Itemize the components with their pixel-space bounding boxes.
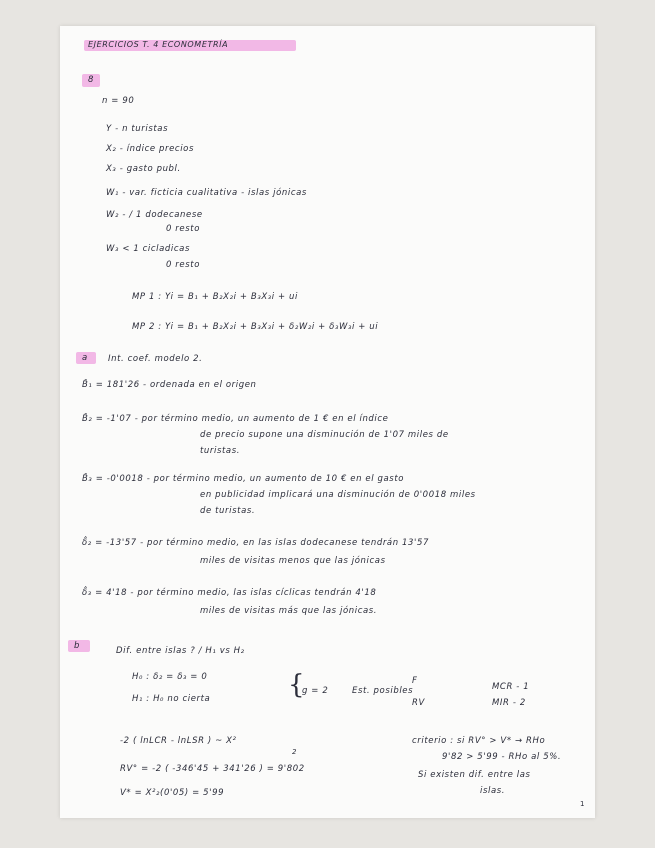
coef-b2-line2: de precio supone una disminución de 1'07 miles de bbox=[200, 430, 449, 440]
restrictions-g: g = 2 bbox=[302, 686, 329, 696]
conclusion-line2: islas. bbox=[480, 786, 506, 796]
conclusion-line1: Si existen dif. entre las bbox=[418, 770, 531, 780]
model-1: MP 1 : Yi = B₁ + B₂X₂i + B₃X₃i + ui bbox=[132, 292, 298, 302]
lr-statistic: -2 ( lnLCR - lnLSR ) ~ X² bbox=[120, 736, 237, 746]
page-number: 1 bbox=[580, 800, 585, 808]
coef-b3-line2: en publicidad implicará una disminución de 0'0018 miles bbox=[200, 490, 476, 500]
criterion-line1: criterio : si RV° > V* → RHo bbox=[412, 736, 546, 746]
model-mcr: MCR - 1 bbox=[492, 682, 530, 692]
coef-b1: B̂₁ = 181'26 - ordenada en el origen bbox=[82, 380, 257, 390]
var-x2: X₂ - índice precios bbox=[106, 144, 194, 154]
section-b-label: b bbox=[74, 641, 80, 651]
question-number: 8 bbox=[88, 75, 95, 85]
stat-f: F bbox=[412, 676, 418, 686]
lr-df: 2 bbox=[292, 748, 298, 756]
coef-b3-line3: de turistas. bbox=[200, 506, 256, 516]
model-mir: MIR - 2 bbox=[492, 698, 526, 708]
section-a-label: a bbox=[82, 353, 88, 363]
coef-d2-line1: δ̂₂ = -13'57 - por término medio, en las islas dodecanese tendrán 13'57 bbox=[82, 538, 429, 548]
section-a-heading: Int. coef. modelo 2. bbox=[108, 354, 203, 364]
section-b-heading: Dif. entre islas ? / H₁ vs H₂ bbox=[116, 646, 245, 656]
criterion-line2: 9'82 > 5'99 - RHo al 5%. bbox=[442, 752, 562, 762]
coef-d3-line2: miles de visitas más que las jónicas. bbox=[200, 606, 378, 616]
coef-b2-line3: turistas. bbox=[200, 446, 241, 456]
rv-value: RV° = -2 ( -346'45 + 341'26 ) = 9'802 bbox=[120, 764, 305, 774]
hypothesis-h1: H₁ : H₀ no cierta bbox=[132, 694, 211, 704]
hypothesis-h0: H₀ : δ₂ = δ₃ = 0 bbox=[132, 672, 208, 682]
coef-d3-line1: δ̂₃ = 4'18 - por término medio, las islas cíclicas tendrán 4'18 bbox=[82, 588, 377, 598]
notebook-page bbox=[60, 26, 595, 818]
var-w2-resto: 0 resto bbox=[166, 224, 200, 234]
coef-b3-line1: B̂₃ = -0'0018 - por término medio, un aumento de 10 € en el gasto bbox=[82, 474, 405, 484]
sample-size: n = 90 bbox=[102, 96, 135, 106]
page-title: EJERCICIOS T. 4 ECONOMETRÍA bbox=[88, 40, 229, 49]
critical-value: V* = X²₂(0'05) = 5'99 bbox=[120, 788, 225, 798]
model-2: MP 2 : Yi = B₁ + B₂X₂i + B₃X₃i + δ₂W₂i + δ₃W₃i + ui bbox=[132, 322, 379, 332]
var-w3-resto: 0 resto bbox=[166, 260, 200, 270]
possible-statistics: Est. posibles bbox=[352, 686, 414, 696]
var-y: Y - n turistas bbox=[106, 124, 169, 134]
var-w2-dodecanese: W₂ - / 1 dodecanese bbox=[106, 210, 203, 220]
coef-b2-line1: B̂₂ = -1'07 - por término medio, un aumento de 1 € en el índice bbox=[82, 414, 389, 424]
coef-d2-line2: miles de visitas menos que las jónicas bbox=[200, 556, 386, 566]
var-w1: W₁ - var. ficticia cualitativa - islas jónicas bbox=[106, 188, 307, 198]
brace-icon: { bbox=[288, 670, 305, 700]
var-x3: X₃ - gasto publ. bbox=[106, 164, 181, 174]
var-w3-cicladicas: W₃ < 1 cicladicas bbox=[106, 244, 190, 254]
stat-rv: RV bbox=[412, 698, 425, 708]
